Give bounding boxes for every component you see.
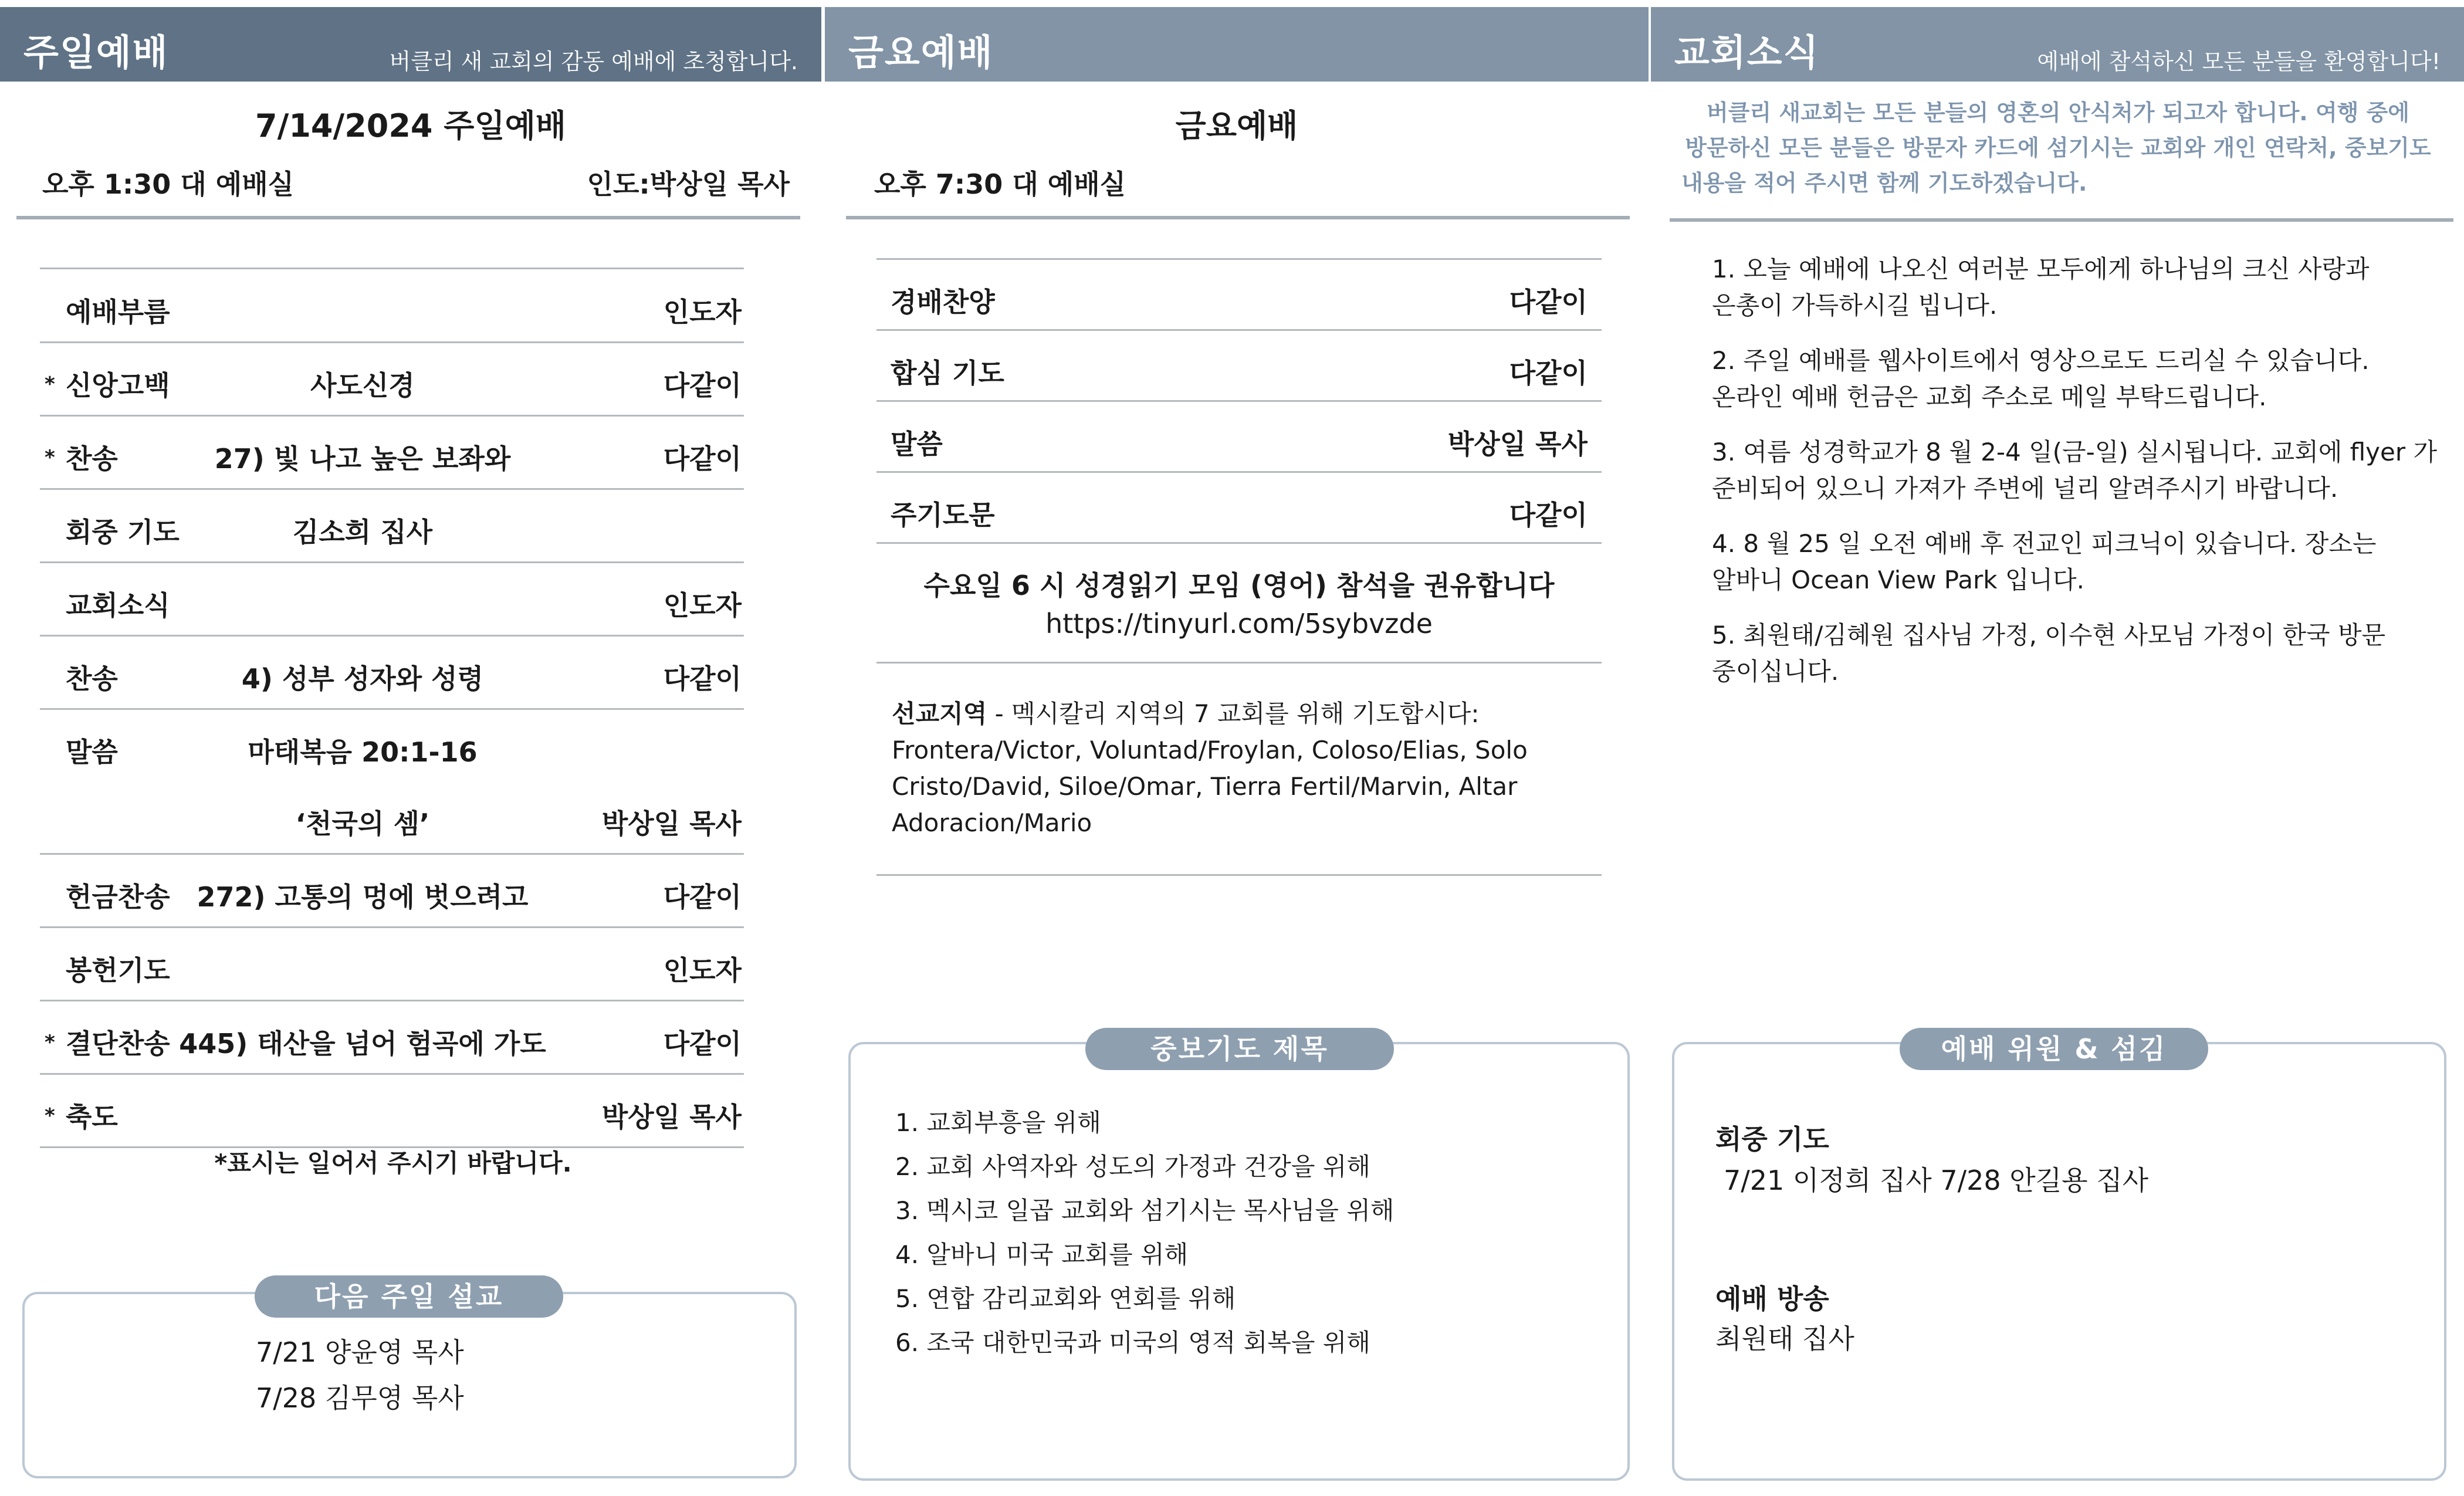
sunday-title: 7/14/2024 주일예배 (255, 107, 566, 144)
news-column (1651, 0, 2464, 1496)
friday-item-name: 말씀 (891, 428, 943, 460)
order-row (40, 417, 744, 490)
sunday-header-divider (16, 216, 800, 219)
friday-item-name: 합심 기도 (891, 357, 1004, 389)
order-item-name: 결단찬송 (66, 1028, 170, 1060)
stand-note: *표시는 일어서 주시기 바랍니다. (214, 1149, 572, 1177)
order-item-leader: 인도자 (663, 955, 742, 986)
order-item-content: ‘천국의 셈’ (295, 808, 430, 840)
order-item-leader: 다같이 (663, 370, 742, 401)
prayer-list (895, 1101, 1394, 1365)
news-header-subtitle: 예배에 참석하신 모든 분들을 환영합니다! (2037, 49, 2441, 75)
friday-item-leader: 다같이 (1509, 357, 1588, 389)
notice-line: 4. 8 월 25 일 오전 예배 후 전교인 피크닉이 있습니다. 장소는 (1712, 529, 2377, 558)
mission-top-divider (876, 662, 1602, 664)
order-item-leader: 다같이 (663, 1028, 742, 1060)
notice-line: 1. 오늘 예배에 나오신 여러분 모두에게 하나님의 크신 사랑과 (1712, 255, 2370, 283)
order-item-leader: 다같이 (663, 443, 742, 475)
prayer-title: 중보기도 제목 (1085, 1028, 1394, 1070)
news-header (1651, 7, 2464, 82)
next-sermon-title: 다음 주일 설교 (255, 1275, 563, 1318)
stand-mark: * (45, 1104, 55, 1128)
notice-line: 중이십니다. (1712, 657, 1839, 686)
order-item-content: 4) 성부 성자와 성령 (241, 663, 484, 695)
sunday-header (0, 7, 821, 82)
prayer-item: 6. 조국 대한민국과 미국의 영적 회복을 위해 (895, 1328, 1370, 1357)
prayer-item: 4. 알바니 미국 교회를 위해 (895, 1240, 1189, 1269)
congregation-prayer-value: 7/21 이정희 집사 7/28 안길용 집사 (1724, 1165, 2149, 1196)
mission-text: - 멕시칼리 지역의 7 교회를 위해 기도합시다: (987, 699, 1480, 728)
friday-order-row (876, 260, 1602, 331)
friday-column (825, 0, 1649, 1496)
sunday-leader: 인도:박상일 목사 (587, 168, 790, 200)
order-row (40, 1075, 744, 1148)
friday-order-list (876, 260, 1602, 544)
friday-order-row (876, 402, 1602, 473)
congregation-prayer-label: 회중 기도 (1715, 1123, 1829, 1155)
order-row (40, 781, 744, 855)
prayer-item: 1. 교회부흥을 위해 (895, 1108, 1101, 1137)
sunday-header-subtitle: 버클리 새 교회의 감동 예배에 초청합니다. (389, 49, 798, 75)
broadcast-label: 예배 방송 (1715, 1283, 1829, 1315)
mission-section (892, 696, 1528, 841)
order-item-name: 예배부름 (66, 296, 170, 328)
order-row (40, 710, 744, 781)
friday-item-name: 경배찬양 (891, 286, 995, 318)
order-row (40, 490, 744, 563)
mission-line: Adoracion/Mario (892, 808, 1092, 837)
order-item-name: 회중 기도 (66, 516, 180, 548)
mission-label: 선교지역 (892, 699, 987, 728)
notice-line: 준비되어 있으니 가져가 주변에 널리 알려주시기 바랍니다. (1712, 474, 2338, 503)
order-row (40, 928, 744, 1001)
friday-order-row (876, 331, 1602, 402)
welcome-line: 내용을 적어 주시면 함께 기도하겠습니다. (1681, 170, 2087, 196)
notice-item (1712, 617, 2439, 690)
notice-line: 은총이 가득하시길 빕니다. (1712, 291, 1998, 320)
notice-item (1712, 526, 2439, 598)
order-item-leader: 다같이 (663, 663, 742, 695)
notice-line: 온라인 예배 헌금은 교회 주소로 메일 부탁드립니다. (1712, 383, 2267, 411)
welcome-message (1666, 95, 2450, 201)
order-item-leader: 인도자 (663, 590, 742, 621)
news-divider (1670, 218, 2453, 222)
welcome-line: 방문하신 모든 분들은 방문자 카드에 섬기시는 교회와 개인 연락처, 중보기도 (1685, 135, 2431, 161)
order-item-content: 27) 빛 나고 높은 보좌와 (214, 443, 511, 475)
friday-item-leader: 박상일 목사 (1447, 428, 1588, 460)
friday-header (825, 7, 1649, 82)
order-item-content: 272) 고통의 멍에 벗으려고 (197, 881, 529, 913)
order-item-name: 헌금찬송 (66, 881, 170, 913)
news-header-title: 교회소식 (1674, 31, 1820, 74)
notice-item (1712, 251, 2439, 324)
notice-item (1712, 343, 2439, 415)
staff-box (1672, 1042, 2446, 1481)
broadcast-value: 최원태 집사 (1715, 1323, 1854, 1355)
welcome-line: 버클리 새교회는 모든 분들의 영혼의 안식처가 되고자 합니다. 여행 중에 (1706, 100, 2410, 126)
notice-line: 2. 주일 예배를 웹사이트에서 영상으로도 드리실 수 있습니다. (1712, 346, 2370, 375)
next-sermon-item: 7/28 김무영 목사 (256, 1382, 464, 1414)
order-item-content: 마태복음 20:1-16 (248, 736, 478, 768)
mission-line: Frontera/Victor, Voluntad/Froylan, Coloso/Elias, Solo (892, 736, 1528, 764)
bible-study-notice: 수요일 6 시 성경읽기 모임 (영어) 참석을 권유합니다 (923, 570, 1555, 601)
sunday-header-title: 주일예배 (23, 31, 169, 74)
order-row (40, 343, 744, 417)
mission-bottom-divider (876, 874, 1602, 876)
friday-item-leader: 다같이 (1509, 286, 1588, 318)
friday-order-row (876, 473, 1602, 544)
order-item-leader: 박상일 목사 (601, 808, 742, 840)
next-sermon-box (22, 1292, 797, 1478)
order-item-content: 김소희 집사 (292, 516, 433, 548)
sunday-column (0, 0, 821, 1496)
order-item-leader: 다같이 (663, 881, 742, 913)
bible-study-link[interactable]: https://tinyurl.com/5sybvzde (1045, 608, 1433, 639)
notice-list (1712, 251, 2439, 690)
mission-line: Cristo/David, Siloe/Omar, Tierra Fertil/Marvin, Altar (892, 772, 1518, 801)
notice-line: 3. 여름 성경학교가 8 월 2-4 일(금-일) 실시됩니다. 교회에 flyer 가 (1712, 438, 2438, 466)
order-row (40, 855, 744, 928)
order-row (40, 270, 744, 343)
notice-line: 알바니 Ocean View Park 입니다. (1712, 566, 2084, 594)
staff-title: 예배 위원 & 섬김 (1900, 1028, 2208, 1070)
order-row (40, 1001, 744, 1075)
prayer-item: 3. 멕시코 일곱 교회와 섬기시는 목사님을 위해 (895, 1196, 1395, 1225)
friday-header-title: 금요예배 (848, 31, 994, 74)
order-item-content: 사도신경 (310, 370, 415, 401)
next-sermon-list (256, 1329, 464, 1421)
order-item-name: 찬송 (66, 663, 118, 695)
prayer-item: 5. 연합 감리교회와 연회를 위해 (895, 1284, 1236, 1313)
order-item-name: 교회소식 (66, 590, 170, 621)
prayer-box (848, 1042, 1630, 1481)
friday-title: 금요예배 (1175, 107, 1298, 144)
order-row (40, 563, 744, 637)
notice-item (1712, 434, 2439, 507)
friday-header-divider (846, 216, 1630, 219)
sunday-order-list (40, 270, 744, 1148)
order-item-leader: 인도자 (663, 296, 742, 328)
friday-time-place: 오후 7:30 대 예배실 (874, 168, 1126, 200)
order-item-name: 봉헌기도 (66, 955, 170, 986)
stand-mark: * (45, 1031, 55, 1054)
next-sermon-item: 7/21 양윤영 목사 (256, 1336, 464, 1368)
order-item-name: 축도 (66, 1101, 118, 1133)
prayer-item: 2. 교회 사역자와 성도의 가정과 건강을 위해 (895, 1152, 1370, 1181)
sunday-time-place: 오후 1:30 대 예배실 (42, 168, 295, 200)
order-row (40, 637, 744, 710)
order-item-name: 신앙고백 (66, 370, 170, 401)
order-item-leader: 박상일 목사 (601, 1101, 742, 1133)
order-item-content: 445) 태산을 넘어 험곡에 가도 (179, 1028, 546, 1060)
stand-mark: * (45, 446, 55, 469)
notice-line: 5. 최원태/김혜원 집사님 가정, 이수현 사모님 가정이 한국 방문 (1712, 621, 2386, 649)
order-item-name: 찬송 (66, 443, 118, 475)
order-top-divider (40, 268, 744, 269)
stand-mark: * (45, 373, 55, 396)
friday-item-name: 주기도문 (891, 499, 995, 531)
order-item-name: 말씀 (66, 736, 118, 768)
friday-item-leader: 다같이 (1509, 499, 1588, 531)
